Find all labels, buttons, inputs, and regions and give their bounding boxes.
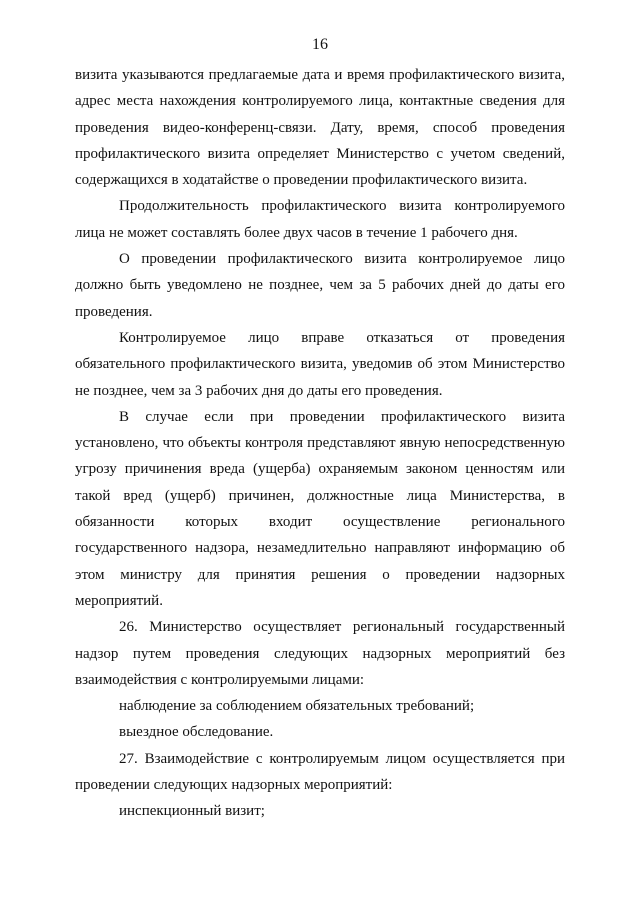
document-body bbox=[75, 62, 565, 825]
paragraph-visit-duration: Продолжительность профилактического визита контролируемого лица не может составлять более двух часов в течение 1 рабочего дня. bbox=[75, 198, 565, 241]
paragraph-list-observation: наблюдение за соблюдением обязательных требований; bbox=[119, 698, 475, 715]
paragraph-notification: О проведении профилактического визита контролируемое лицо должно быть уведомлено не позднее, чем за 5 рабочих дней до даты его проведения. bbox=[75, 251, 565, 320]
paragraph-item-27: 27. Взаимодействие с контролируемым лицом осуществляется при проведении следующих надзорных мероприятий: bbox=[75, 750, 565, 794]
paragraph-list-onsite-inspection: выездное обследование. bbox=[119, 724, 274, 741]
paragraph-list-inspection-visit: инспекционный визит; bbox=[119, 803, 265, 820]
page-number: 16 bbox=[312, 36, 328, 53]
paragraph-item-26: 26. Министерство осуществляет региональный государственный надзор путем проведения следующих надзорных мероприятий без взаимодействия с контролируемыми лицами: bbox=[75, 619, 565, 688]
paragraph-visit-details: визита указываются предлагаемые дата и время профилактического визита, адрес места нахождения контролируемого лица, контактные сведения для проведения видео-конференц-связи. Дату, время, способ проведения профилактического визита определяет Министерство с учетом сведений, содержащихся в ходатайстве о проведении профилактического визита. bbox=[75, 67, 565, 189]
paragraph-refusal: Контролируемое лицо вправе отказаться от проведения обязательного профилактического визита, уведомив об этом Министерство не позднее, чем за 3 рабочих дня до даты его проведения. bbox=[75, 329, 565, 399]
paragraph-threat-case: В случае если при проведении профилактического визита установлено, что объекты контроля представляют явную непосредственную угрозу причинения вреда (ущерба) охраняемым законом ценностям или такой вред (ущерб) причинен, должностные лица Министерства, в обязанности которых входит осуществление регионального государственного надзора, незамедлительно направляют информацию об этом министру для принятия решения о проведении надзорных мероприятий. bbox=[75, 408, 565, 609]
